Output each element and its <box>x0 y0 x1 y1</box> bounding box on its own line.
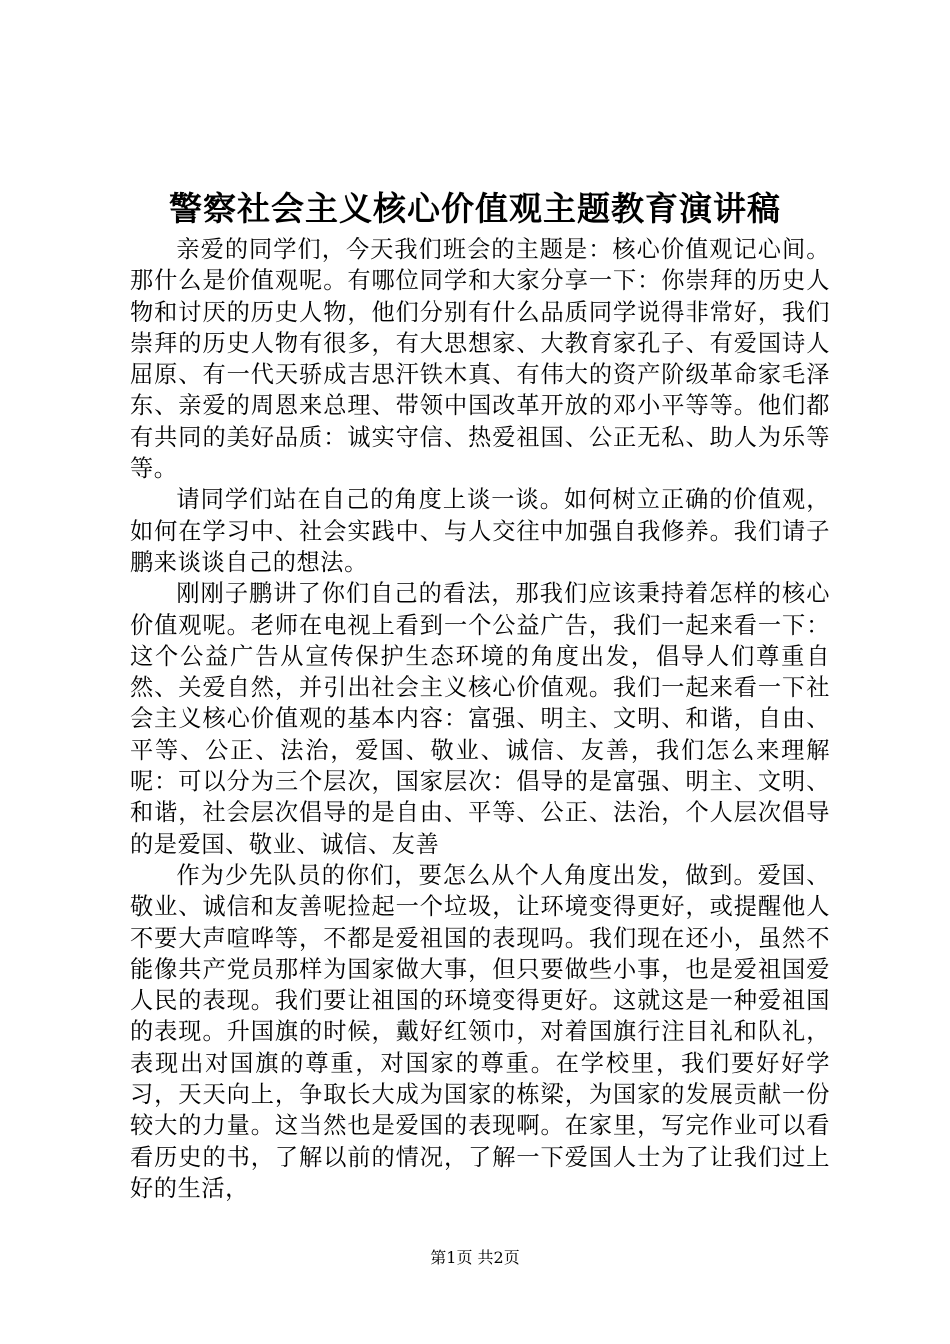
document-title: 警察社会主义核心价值观主题教育演讲稿 <box>169 189 781 228</box>
paragraph-1: 亲爱的同学们，今天我们班会的主题是：核心价值观记心间。那什么是价值观呢。有哪位同学和大家分享一下：你崇拜的历史人物和讨厌的历史人物，他们分别有什么品质同学说得非常好，我们崇拜的历史人物有很多，有大思想家、大教育家孔子、有爱国诗人屈原、有一代天骄成吉思汗铁木真、有伟大的资产阶级革命家毛泽东、亲爱的周恩来总理、带领中国改革开放的邓小平等等。他们都有共同的美好品质：诚实守信、热爱祖国、公正无私、助人为乐等等。 <box>130 236 830 483</box>
page-number-footer: 第1页 共2页 <box>430 1248 520 1267</box>
paragraph-4: 作为少先队员的你们，要怎么从个人角度出发，做到。爱国、敬业、诚信和友善呢捡起一个垃圾，让环境变得更好，或提醒他人不要大声喧哗等，不都是爱祖国的表现吗。我们现在还小，虽然不能像共产党员那样为国家做大事，但只要做些小事，也是爱祖国爱人民的表现。我们要让祖国的环境变得更好。这就这是一种爱祖国的表现。升国旗的时候，戴好红领巾，对着国旗行注目礼和队礼，表现出对国旗的尊重，对国家的尊重。在学校里，我们要好好学习，天天向上，争取长大成为国家的栋梁，为国家的发展贡献一份较大的力量。这当然也是爱国的表现啊。在家里，写完作业可以看看历史的书，了解以前的情况，了解一下爱国人士为了让我们过上好的生活， <box>130 861 830 1202</box>
paragraph-3: 刚刚子鹏讲了你们自己的看法，那我们应该秉持着怎样的核心价值观呢。老师在电视上看到一个公益广告，我们一起来看一下：这个公益广告从宣传保护生态环境的角度出发，倡导人们尊重自然、关爱自然，并引出社会主义核心价值观。我们一起来看一下社会主义核心价值观的基本内容：富强、明主、文明、和谐，自由、平等、公正、法治，爱国、敬业、诚信、友善，我们怎么来理解呢：可以分为三个层次，国家层次：倡导的是富强、明主、文明、和谐，社会层次倡导的是自由、平等、公正、法治，个人层次倡导的是爱国、敬业、诚信、友善 <box>130 580 830 858</box>
paragraph-2: 请同学们站在自己的角度上谈一谈。如何树立正确的价值观，如何在学习中、社会实践中、与人交往中加强自我修养。我们请子鹏来谈谈自己的想法。 <box>130 486 830 576</box>
document-body <box>130 234 830 1204</box>
